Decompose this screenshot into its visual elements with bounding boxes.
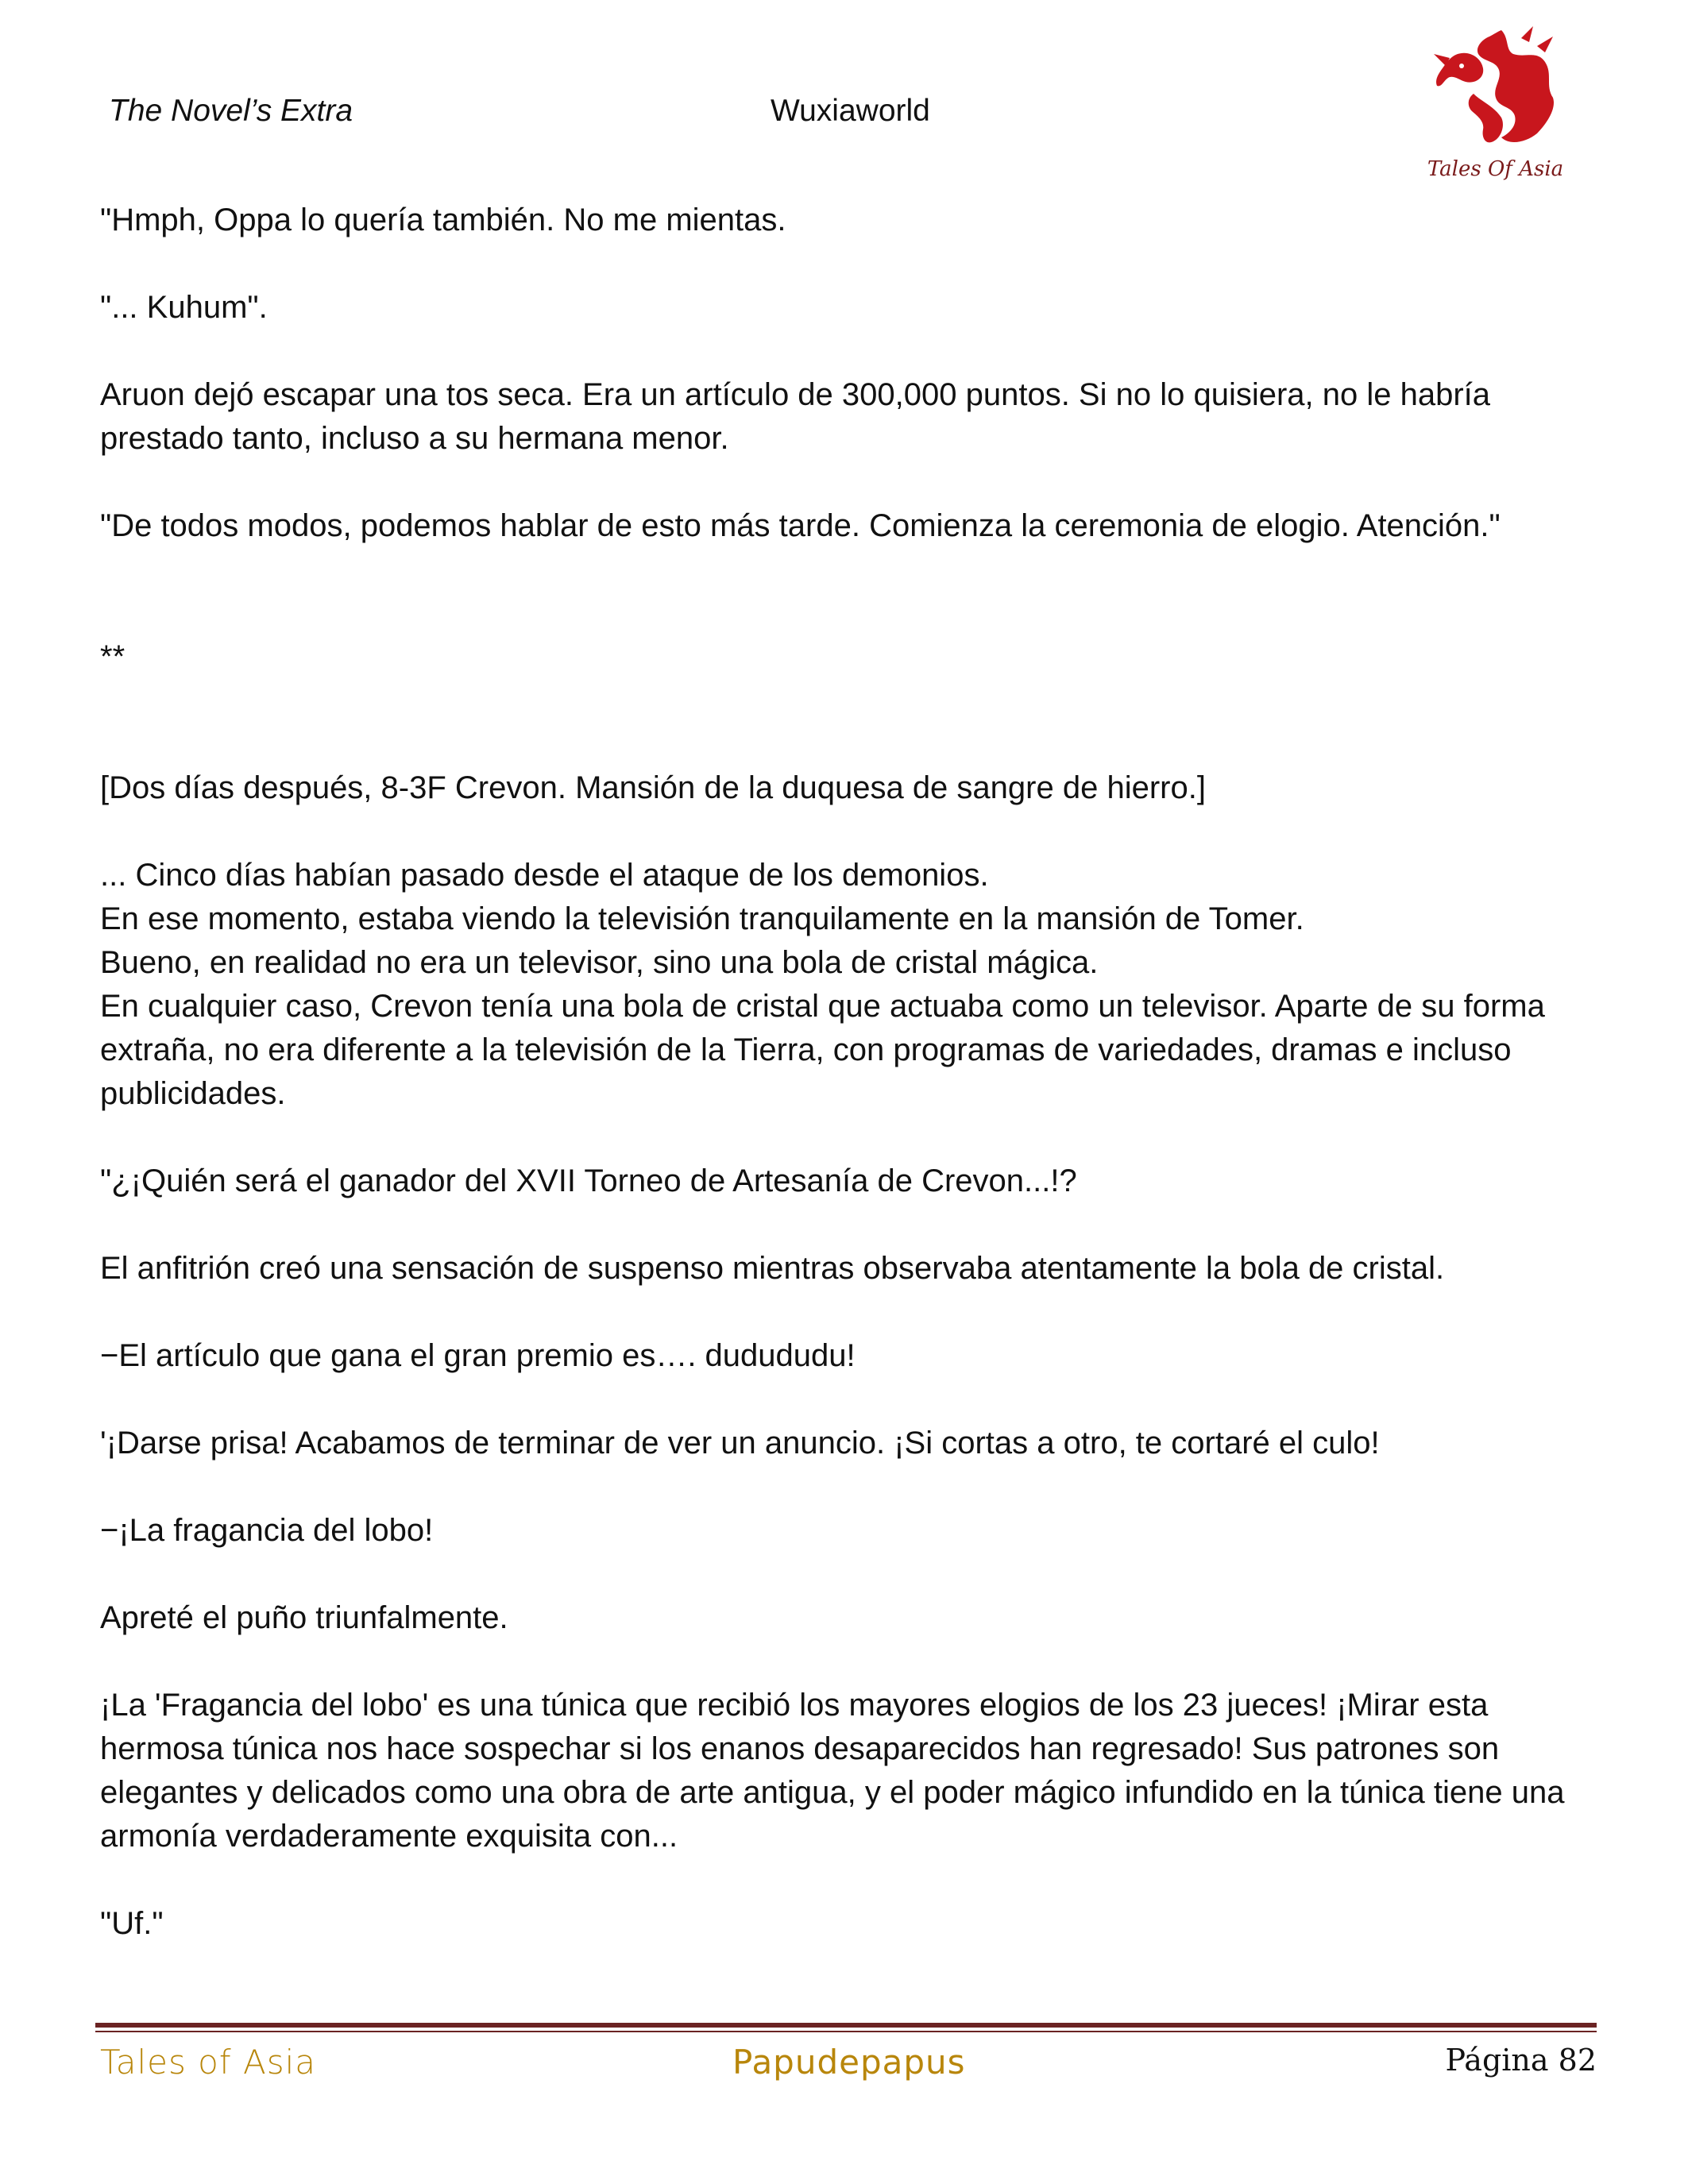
paragraph: '¡Darse prisa! Acabamos de terminar de ver un anuncio. ¡Si cortas a otro, te cortaré el culo! <box>100 1426 1380 1461</box>
paragraph: ¡La 'Fragancia del lobo' es una túnica que recibió los mayores elogios de los 23 jueces! ¡Mirar esta hermosa túnica nos hace sospechar si los enanos desaparecidos han regresado! Sus patrones son elegantes y delicados como una obra de arte antigua, y el poder mágico infundido en la túnica tiene una armonía verdaderamente exquisita con... <box>100 1688 1574 1854</box>
paragraph: "Hmph, Oppa lo quería también. No me mientas. <box>100 203 786 237</box>
paragraph: "... Kuhum". <box>100 290 268 325</box>
footer-divider <box>95 2031 1597 2032</box>
section-separator: ** <box>100 639 126 674</box>
paragraph: [Dos días después, 8-3F Crevon. Mansión de la duquesa de sangre de hierro.] <box>100 770 1206 805</box>
paragraph: Aruon dejó escapar una tos seca. Era un artículo de 300,000 puntos. Si no lo quisiera, no le habría prestado tanto, incluso a su hermana menor. <box>100 377 1500 456</box>
footer-divider <box>95 2023 1597 2028</box>
paragraph: "Uf." <box>100 1906 164 1941</box>
paragraph: −El artículo que gana el gran premio es…. dudududu! <box>100 1338 856 1373</box>
paragraph: Bueno, en realidad no era un televisor, sino una bola de cristal mágica. <box>100 945 1099 980</box>
paragraph: El anfitrión creó una sensación de suspenso mientras observaba atentamente la bola de cristal. <box>100 1251 1445 1286</box>
page-header <box>0 0 1688 191</box>
publisher-name: Wuxiaworld <box>771 94 930 128</box>
paragraph: "¿¡Quién será el ganador del XVII Torneo de Artesanía de Crevon...!? <box>100 1163 1077 1198</box>
footer-translator: Papudepapus <box>732 2043 966 2082</box>
red-dragon-logo-icon <box>1426 22 1565 189</box>
dragon-icon <box>1426 22 1565 161</box>
paragraph: −¡La fragancia del lobo! <box>100 1513 434 1548</box>
paragraph: ... Cinco días habían pasado desde el ataque de los demonios. <box>100 858 989 893</box>
paragraph: En cualquier caso, Crevon tenía una bola de cristal que actuaba como un televisor. Aparte de su forma extraña, no era diferente a la televisión de la Tierra, con programas de variedades, dramas e incluso publicidades. <box>100 989 1554 1111</box>
page-content <box>100 199 1593 1989</box>
paragraph: En ese momento, estaba viendo la televisión tranquilamente en la mansión de Tomer. <box>100 901 1304 936</box>
spacer <box>100 723 1593 766</box>
book-title: The Novel’s Extra <box>109 94 353 128</box>
footer-site-name: Tales of Asia <box>100 2043 317 2082</box>
spacer <box>100 592 1593 635</box>
paragraph: "De todos modos, podemos hablar de esto más tarde. Comienza la ceremonia de elogio. Atención." <box>100 508 1501 543</box>
paragraph: Apreté el puño triunfalmente. <box>100 1600 508 1635</box>
page-number: Página 82 <box>1445 2043 1597 2078</box>
logo-text: Tales Of Asia <box>1427 157 1564 181</box>
